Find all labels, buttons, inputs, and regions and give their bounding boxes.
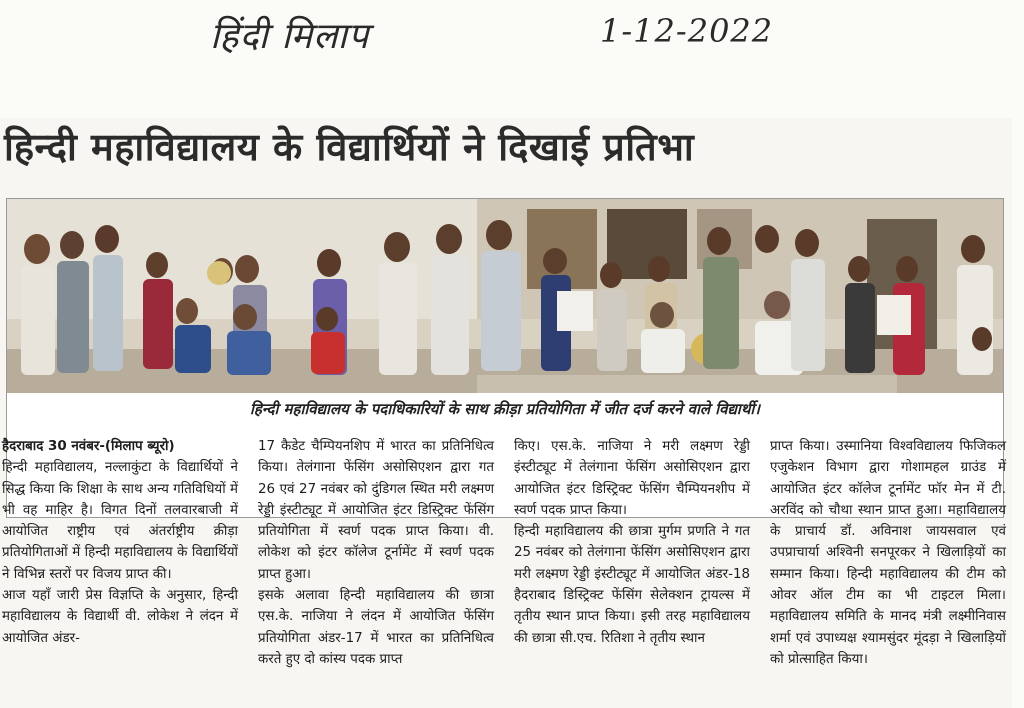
- headline: हिन्दी महाविद्यालय के विद्यार्थियों ने दिखाई प्रतिभा: [4, 125, 695, 169]
- article-column-2: [258, 436, 494, 670]
- article-paragraph: प्राप्त किया। उस्मानिया विश्वविद्यालय फिजिकल एजुकेशन विभाग द्वारा गोशामहल ग्राउंड में आयोजित इंटर कॉलेज टूर्नामेंट फॉर मेन में टी. अरविंद को चौथा स्थान प्राप्त हुआ। महाविद्यालय के प्राचार्य डॉ. अविनाश जायसवाल एवं उपप्राचार्या अश्विनी सनपूरकर ने खिलाड़ियों का सम्मान किया। हिन्दी महाविद्यालय की टीम को ओवर ऑल टीम का भी टाइटल मिला। महाविद्यालय समिति के मानद मंत्री लक्ष्मीनिवास शर्मा एवं उपाध्यक्ष श्यामसुंदर मूंदड़ा ने खिलाड़ियों को प्रोत्साहित किया।: [770, 439, 1006, 667]
- handwritten-publication-name: हिंदी मिलाप: [210, 16, 370, 57]
- article-paragraph: हिन्दी महाविद्यालय की छात्रा मुर्गम प्रणति ने गत 25 नवंबर को तेलंगाना फेंसिंग असोसिएशन द्वारा मरी लक्ष्मण रेड्डी इंस्टीट्यूट में आयोजित अंडर-18 हैदराबाद डिस्ट्रिक्ट फेंसिंग सेलेक्शन ट्रायल्स में तृतीय स्थान प्राप्त किया। इसी तरह महाविद्यालय की छात्रा सी.एच. रितिशा ने तृतीय स्थान: [514, 524, 750, 646]
- article-paragraph: 17 कैडेट चैम्पियनशिप में भारत का प्रतिनिधित्व किया। तेलंगाना फेंसिंग असोसिएशन द्वारा गत 26 एवं 27 नवंबर को दुंडिगल स्थित मरी लक्ष्मण रेड्डी इंस्टीट्यूट में आयोजित इंटर डिस्ट्रिक्ट फेंसिंग प्रतियोगिता में स्वर्ण पदक प्राप्त किया। वी. लोकेश को इंटर कॉलेज टूर्नामेंट में स्वर्ण पदक प्राप्त हुआ।: [258, 439, 494, 582]
- article-paragraph: हिन्दी महाविद्यालय, नल्लाकुंटा के विद्यार्थियों ने सिद्ध किया कि शिक्षा के साथ अन्य गतिविधियों में भी वह माहिर है। विगत दिनों तलवारबाजी में आयोजित राष्ट्रीय एवं अंतर्राष्ट्रीय क्रीड़ा प्रतियोगिताओं में हिन्दी महाविद्यालय के विद्यार्थियों ने विभिन्न स्तरों पर विजय प्राप्त की।: [2, 460, 238, 582]
- article-body: [2, 436, 1008, 706]
- article-paragraph: आज यहाँ जारी प्रेस विज्ञप्ति के अनुसार, हिन्दी महाविद्यालय के विद्यार्थी वी. लोकेश ने लंदन में आयोजित अंडर-: [2, 588, 238, 646]
- article-column-4: [770, 436, 1006, 670]
- handwritten-date: 1-12-2022: [600, 12, 774, 50]
- article-paragraph: इसके अलावा हिन्दी महाविद्यालय की छात्रा एस.के. नाजिया ने लंदन में आयोजित फेंसिंग प्रतियोगिता अंडर-17 में भारत का प्रतिनिधित्व करते हुए दो कांस्य पदक प्राप्त: [258, 588, 494, 667]
- group-photo: [7, 199, 1003, 393]
- article-column-3: [514, 436, 750, 649]
- photo-caption: हिन्दी महाविद्यालय के पदाधिकारियों के साथ क्रीड़ा प्रतियोगिता में जीत दर्ज करने वाले विद्यार्थी।: [250, 400, 760, 418]
- dateline: हैदराबाद 30 नवंबर-(मिलाप ब्यूरो): [2, 439, 175, 454]
- article-column-1: [2, 436, 238, 649]
- group-photo-image: [7, 199, 1003, 393]
- newspaper-clipping: [0, 118, 1012, 708]
- article-paragraph: किए। एस.के. नाजिया ने मरी लक्ष्मण रेड्डी इंस्टीट्यूट में तेलंगाना फेंसिंग असोसिएशन द्वारा आयोजित इंटर डिस्ट्रिक्ट फेंसिंग चैम्पियनशीप में स्वर्ण पदक प्राप्त किया।: [514, 439, 750, 518]
